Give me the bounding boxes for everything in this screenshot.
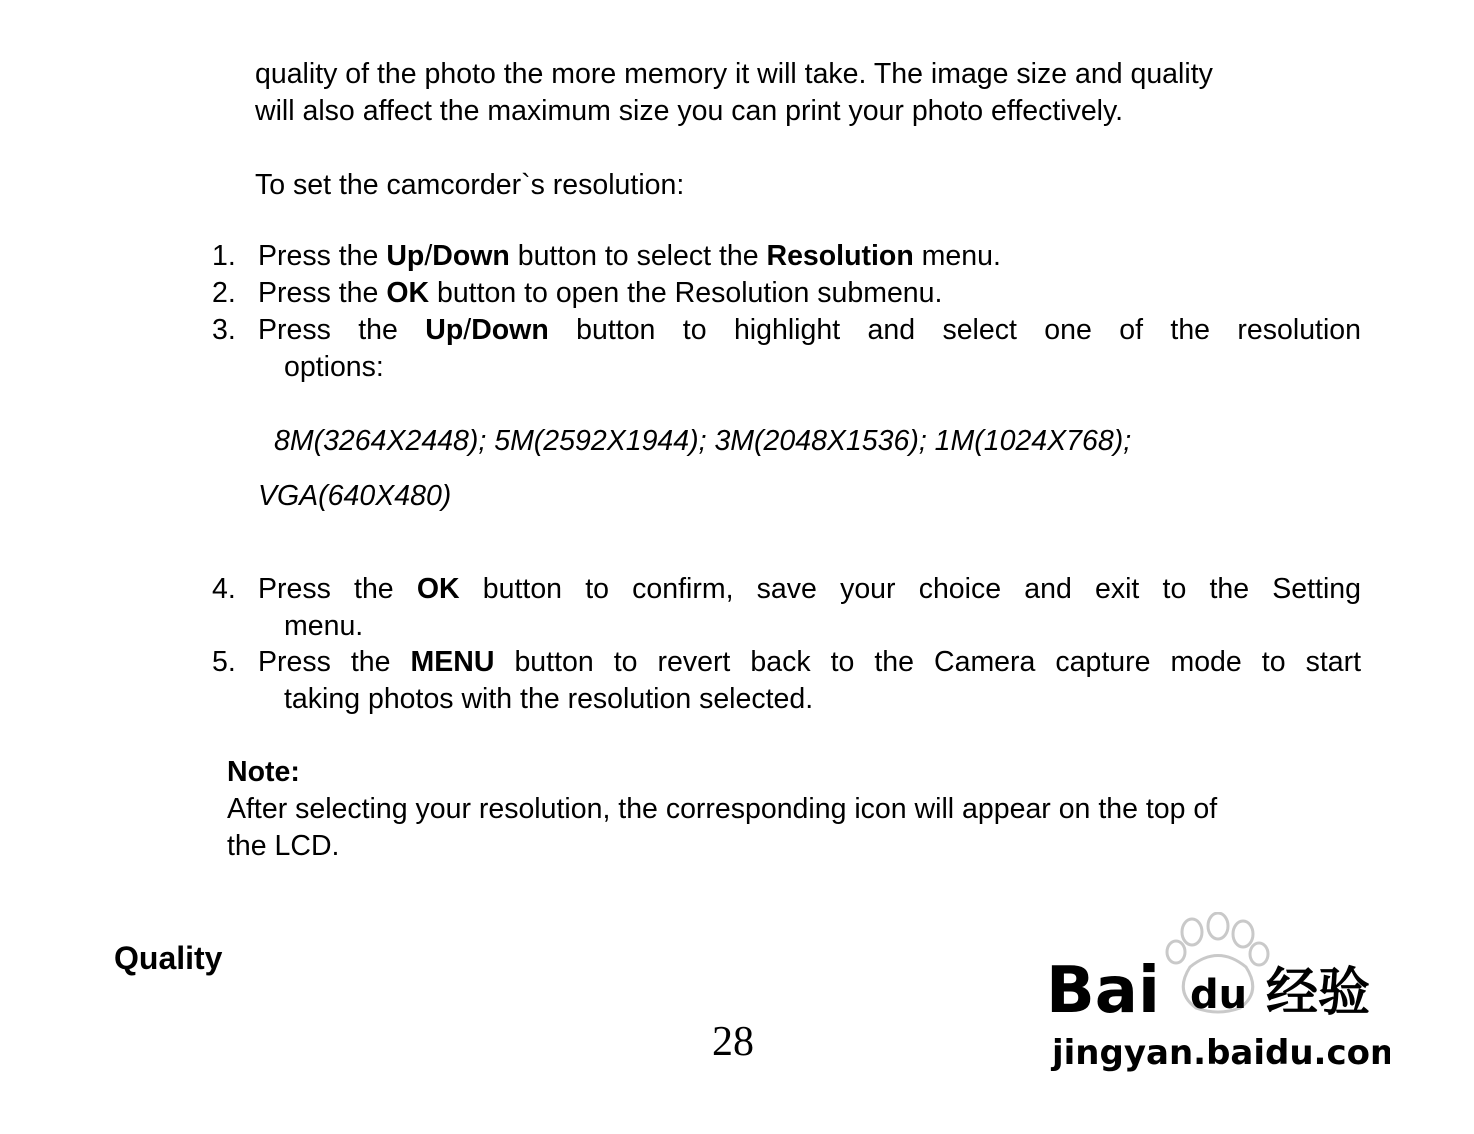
intro-line-2: will also affect the maximum size you can print your photo effectively.	[255, 95, 1124, 127]
step-text: Press the OK button to open the Resolution submenu.	[258, 277, 943, 309]
section-heading: Quality	[114, 940, 223, 976]
step-number: 3.	[212, 314, 236, 346]
step-continuation: taking photos with the resolution selected.	[284, 683, 814, 715]
step-continuation: menu.	[284, 610, 364, 642]
watermark-url: jingyan.baidu.com	[1052, 1033, 1390, 1073]
resolution-options-line-2: VGA(640X480)	[258, 480, 452, 512]
baidu-jingyan-watermark	[1040, 912, 1390, 1082]
watermark-brand: Bai	[1046, 954, 1160, 1028]
intro-lead: To set the camcorder`s resolution:	[255, 169, 685, 201]
note-heading: Note:	[227, 756, 300, 788]
step-text: Press the OK button to confirm, save your choice and exit to the Setting	[258, 573, 1362, 605]
step-number: 1.	[212, 240, 236, 272]
step-number: 4.	[212, 573, 236, 605]
page-number: 28	[712, 1019, 754, 1065]
watermark-jingyan: 经验	[1266, 963, 1371, 1023]
step-text: Press the Up/Down button to select the Resolution menu.	[258, 240, 1001, 272]
step-text: Press the Up/Down button to highlight and select one of the resolution	[258, 314, 1361, 346]
step-number: 2.	[212, 277, 236, 309]
paw-logo-icon	[1040, 912, 1390, 1082]
step-number: 5.	[212, 646, 236, 678]
note-line-2: the LCD.	[227, 830, 340, 862]
step-text: Press the MENU button to revert back to the Camera capture mode to start	[258, 646, 1361, 678]
intro-line-1: quality of the photo the more memory it will take. The image size and quality	[255, 58, 1213, 90]
resolution-options-line-1: 8M(3264X2448); 5M(2592X1944); 3M(2048X1536); 1M(1024X768);	[274, 425, 1132, 457]
note-line-1: After selecting your resolution, the corresponding icon will appear on the top of	[227, 793, 1218, 825]
watermark-du: du	[1190, 972, 1248, 1018]
step-continuation: options:	[284, 351, 384, 383]
